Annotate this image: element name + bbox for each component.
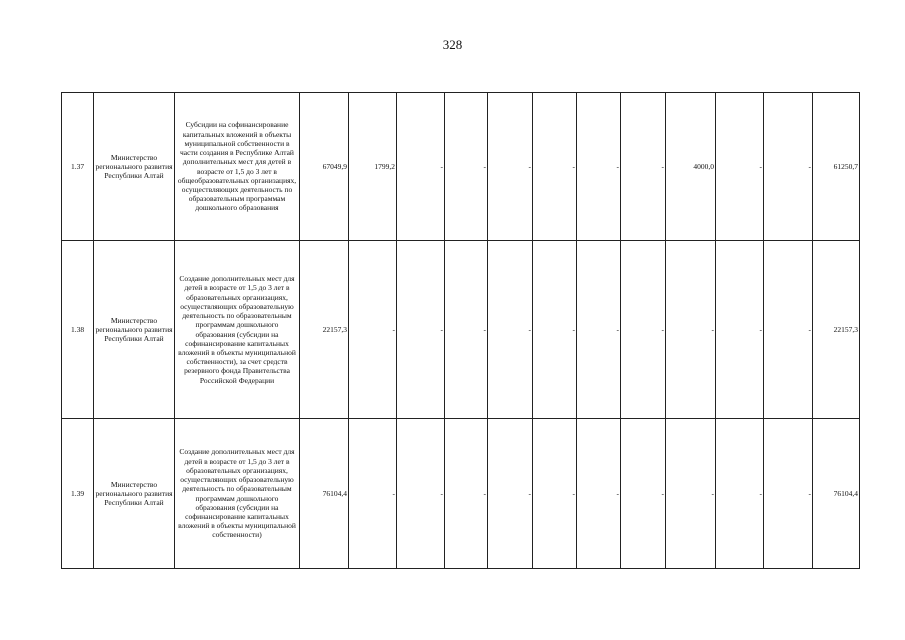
value-cell: -	[666, 241, 716, 419]
organization-cell: Министерство регионального развития Республики Алтай	[94, 93, 175, 241]
value-cell: -	[397, 241, 445, 419]
value-cell: -	[488, 241, 533, 419]
organization-cell: Министерство регионального развития Республики Алтай	[94, 241, 175, 419]
value-cell: -	[488, 93, 533, 241]
value-cell: 22157,3	[300, 241, 349, 419]
value-cell: -	[577, 241, 621, 419]
value-cell: -	[764, 241, 813, 419]
value-cell: -	[488, 419, 533, 569]
value-cell: -	[621, 93, 666, 241]
value-cell: 67049,9	[300, 93, 349, 241]
budget-table	[61, 92, 860, 569]
table-row	[62, 93, 860, 241]
value-cell: -	[445, 241, 488, 419]
value-cell: -	[533, 241, 577, 419]
page-number: 328	[442, 37, 463, 52]
value-cell: -	[621, 241, 666, 419]
value-cell: 61250,7	[813, 93, 860, 241]
value-cell: -	[716, 241, 764, 419]
value-cell: -	[764, 419, 813, 569]
organization-cell: Министерство регионального развития Республики Алтай	[94, 419, 175, 569]
value-cell: -	[445, 419, 488, 569]
value-cell: 1799,2	[349, 93, 397, 241]
description-cell: Создание дополнительных мест для детей в возрасте от 1,5 до 3 лет в образовательных организациях, осуществляющих образовательную деятельность по образовательным программам дошкольного образования (субсидии на софинансирование капитальных вложений в объекты муниципальной собственности), за счет средств резервного фонда Правительства Российской Федерации	[175, 241, 300, 419]
table-row	[62, 419, 860, 569]
value-cell: 76104,4	[300, 419, 349, 569]
value-cell: -	[397, 419, 445, 569]
value-cell: -	[716, 93, 764, 241]
value-cell: 76104,4	[813, 419, 860, 569]
value-cell: -	[666, 419, 716, 569]
value-cell: -	[397, 93, 445, 241]
row-number: 1.37	[62, 93, 94, 241]
value-cell: -	[349, 241, 397, 419]
value-cell: 22157,3	[813, 241, 860, 419]
row-number: 1.39	[62, 419, 94, 569]
description-cell: Создание дополнительных мест для детей в возрасте от 1,5 до 3 лет в образовательных организациях, осуществляющих образовательную деятельность по образовательным программам дошкольного образования (субсидии на софинансирование капитальных вложений в объекты муниципальной собственности)	[175, 419, 300, 569]
row-number: 1.38	[62, 241, 94, 419]
value-cell: -	[533, 419, 577, 569]
value-cell: -	[445, 93, 488, 241]
value-cell: -	[621, 419, 666, 569]
value-cell: -	[764, 93, 813, 241]
value-cell: -	[577, 419, 621, 569]
value-cell: -	[533, 93, 577, 241]
value-cell: -	[349, 419, 397, 569]
value-cell: -	[716, 419, 764, 569]
table-row	[62, 241, 860, 419]
value-cell: 4000,0	[666, 93, 716, 241]
value-cell: -	[577, 93, 621, 241]
description-cell: Субсидии на софинансирование капитальных вложений в объекты муниципальной собственности в части создания в Республике Алтай дополнительных мест для детей в возрасте от 1,5 до 3 лет в общеобразовательных организациях, осуществляющих деятельность по образовательным программам дошкольного образования	[175, 93, 300, 241]
